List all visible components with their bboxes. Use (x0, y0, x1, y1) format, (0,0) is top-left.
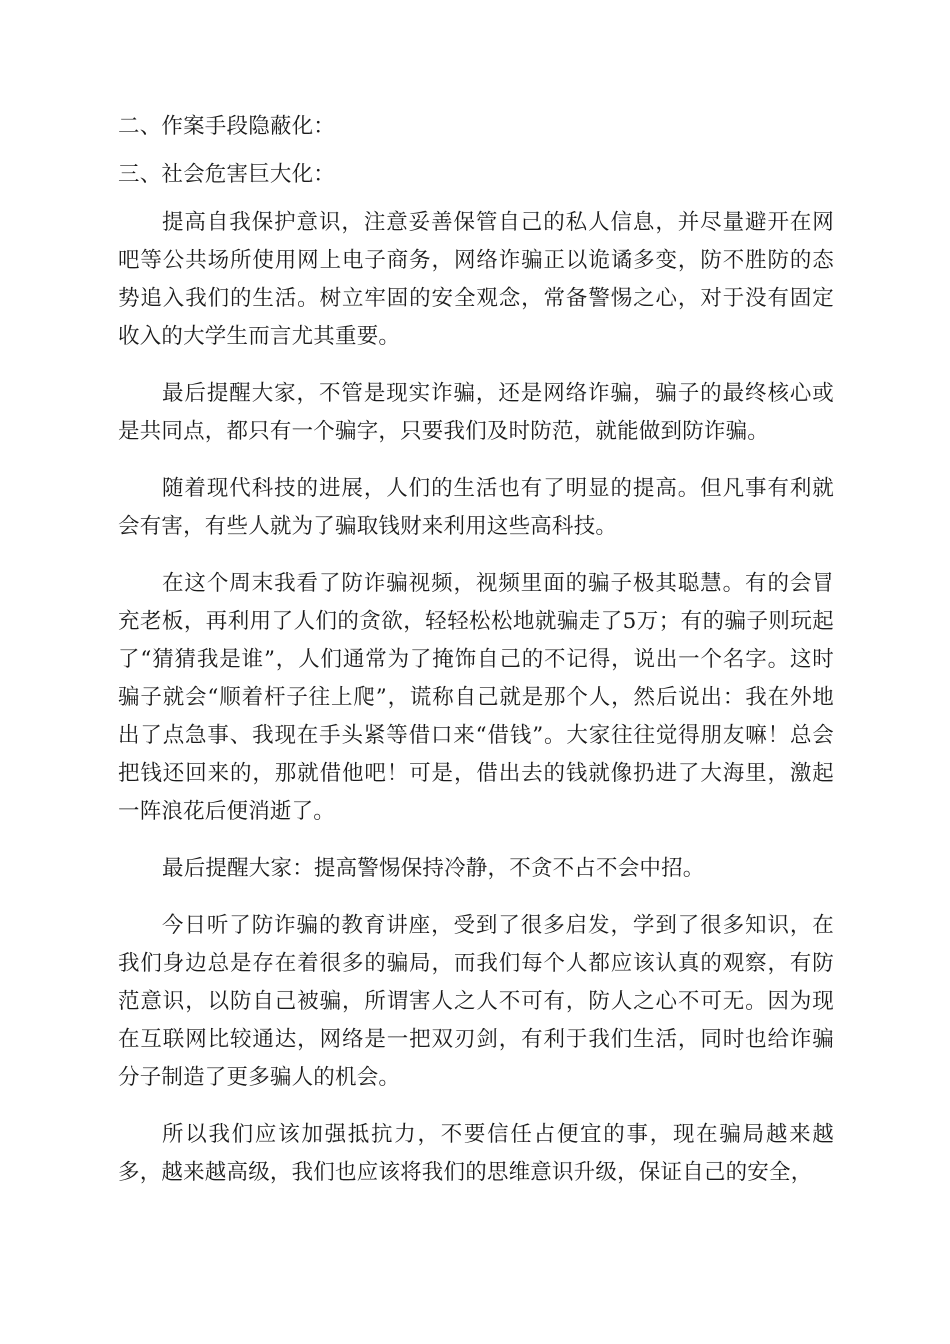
paragraph-final-reminder: 最后提醒大家：提高警惕保持冷静，不贪不占不会中招。 (162, 856, 705, 881)
paragraph-resistance: 所以我们应该加强抵抗力，不要信任占便宜的事，现在骗局越来越多，越来越高级，我们也应该将我们的思维意识升级，保证自己的安全， (118, 1122, 834, 1185)
section-heading-3: 三、社会危害巨大化： (118, 162, 336, 187)
paragraph-reminder-core: 最后提醒大家，不管是现实诈骗，还是网络诈骗，骗子的最终核心或是共同点，都只有一个骗字，只要我们及时防范，就能做到防诈骗。 (118, 381, 834, 444)
paragraph-video-story: 在这个周末我看了防诈骗视频，视频里面的骗子极其聪慧。有的会冒充老板，再利用了人们的贪欲，轻轻松松地就骗走了5万；有的骗子则玩起了“猜猜我是谁”，人们通常为了掩饰自己的不记得，说出一个名字。这时骗子就会“顺着杆子往上爬”，谎称自己就是那个人，然后说出：我在外地出了点急事、我现在手头紧等借口来“借钱”。大家往往觉得朋友嘛！总会把钱还回来的，那就借他吧！可是，借出去的钱就像扔进了大海里，激起一阵浪花后便消逝了。 (118, 571, 834, 824)
paragraph-self-protection: 提高自我保护意识，注意妥善保管自己的私人信息，并尽量避开在网吧等公共场所使用网上电子商务，网络诈骗正以诡谲多变，防不胜防的态势追入我们的生活。树立牢固的安全观念，常备警惕之心，对于没有固定收入的大学生而言尤其重要。 (118, 210, 834, 349)
section-heading-2: 二、作案手段隐蔽化： (118, 114, 336, 139)
paragraph-technology: 随着现代科技的进展，人们的生活也有了明显的提高。但凡事有利就会有害，有些人就为了骗取钱财来利用这些高科技。 (118, 476, 834, 539)
paragraph-lecture: 今日听了防诈骗的教育讲座，受到了很多启发，学到了很多知识，在我们身边总是存在着很多的骗局，而我们每个人都应该认真的观察，有防范意识，以防自己被骗，所谓害人之人不可有，防人之心不可无。因为现在互联网比较通达，网络是一把双刃剑，有利于我们生活，同时也给诈骗分子制造了更多骗人的机会。 (118, 913, 834, 1090)
document-body (118, 108, 834, 1192)
